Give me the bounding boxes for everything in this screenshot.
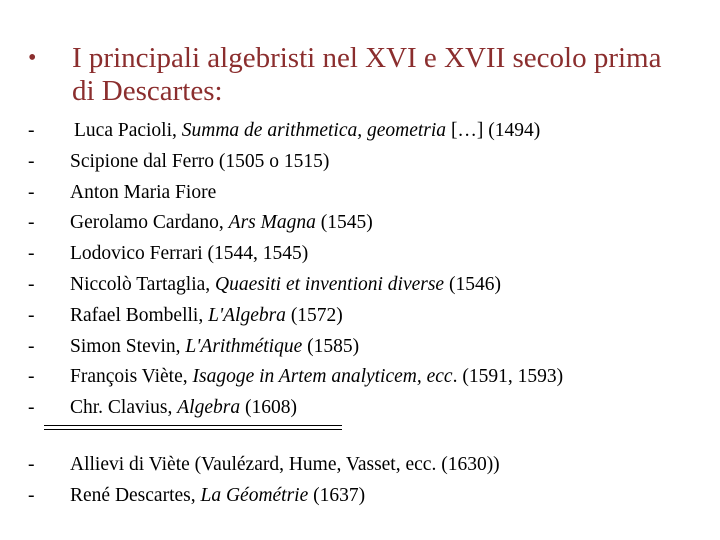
list-item: [28, 116, 708, 147]
list-dash: -: [28, 335, 35, 357]
work-title: Algebra: [177, 397, 241, 419]
list-item: [28, 239, 708, 270]
list-dash: -: [28, 243, 35, 265]
author-name: Gerolamo Cardano,: [70, 212, 229, 234]
author-name: Chr. Clavius,: [70, 397, 178, 419]
author-name: François Viète,: [70, 366, 193, 388]
list-dash: -: [28, 397, 35, 419]
work-title: Summa de arithmetica, geometria: [181, 120, 447, 141]
list-item: [28, 332, 708, 363]
list-dash: -: [28, 181, 35, 203]
algebraists-list: [28, 116, 708, 424]
work-date: […] (1494): [446, 120, 541, 141]
work-title: Isagoge in Artem analyticem, ecc: [192, 366, 453, 388]
list-item: [28, 362, 708, 393]
list-item: [28, 208, 708, 239]
work-date: (1608): [240, 397, 297, 419]
author-name: Allievi di Viète (Vaulézard, Hume, Vasset, ecc. (1630)): [70, 454, 500, 475]
author-name: Simon Stevin,: [70, 335, 186, 357]
list-dash: -: [28, 150, 35, 172]
list-dash: -: [28, 212, 35, 234]
work-title: Quaesiti et inventioni diverse: [215, 273, 445, 295]
slide-title: [28, 42, 688, 108]
title-text: I principali algebristi nel XVI e XVII secolo prima di Descartes:: [72, 42, 662, 107]
title-bullet: •: [28, 45, 37, 71]
work-date: (1637): [308, 484, 366, 506]
work-title: L'Algebra: [208, 304, 286, 326]
list-dash: -: [28, 304, 35, 326]
list-item: [28, 147, 708, 178]
list-item: [28, 178, 708, 209]
work-title: La Géométrie: [200, 484, 309, 506]
work-date: (1546): [444, 273, 501, 295]
list-item: [28, 450, 708, 481]
author-name: Rafael Bombelli,: [70, 304, 209, 326]
work-date: . (1591, 1593): [452, 366, 564, 388]
list-item: [28, 393, 708, 424]
author-name: Scipione dal Ferro (1505 o 1515): [70, 150, 330, 172]
list-dash: -: [28, 484, 35, 506]
list-dash: -: [28, 454, 35, 475]
list-item: [28, 270, 708, 301]
work-title: Ars Magna: [228, 212, 316, 234]
list-dash: -: [28, 273, 35, 295]
list-item: [28, 481, 708, 512]
work-date: (1545): [315, 212, 373, 234]
author-name: Lodovico Ferrari (1544, 1545): [70, 243, 309, 265]
author-name: Luca Pacioli,: [74, 120, 182, 141]
list-item: [28, 301, 708, 332]
work-date: (1585): [302, 335, 360, 357]
work-title: L'Arithmétique: [185, 335, 303, 357]
section-divider: [44, 425, 342, 430]
work-date: (1572): [285, 304, 343, 326]
successors-list: [28, 450, 708, 512]
author-name: Niccolò Tartaglia,: [70, 273, 216, 295]
author-name: Anton Maria Fiore: [70, 181, 217, 203]
list-dash: -: [28, 120, 35, 141]
author-name: René Descartes,: [70, 484, 201, 506]
list-dash: -: [28, 366, 35, 388]
